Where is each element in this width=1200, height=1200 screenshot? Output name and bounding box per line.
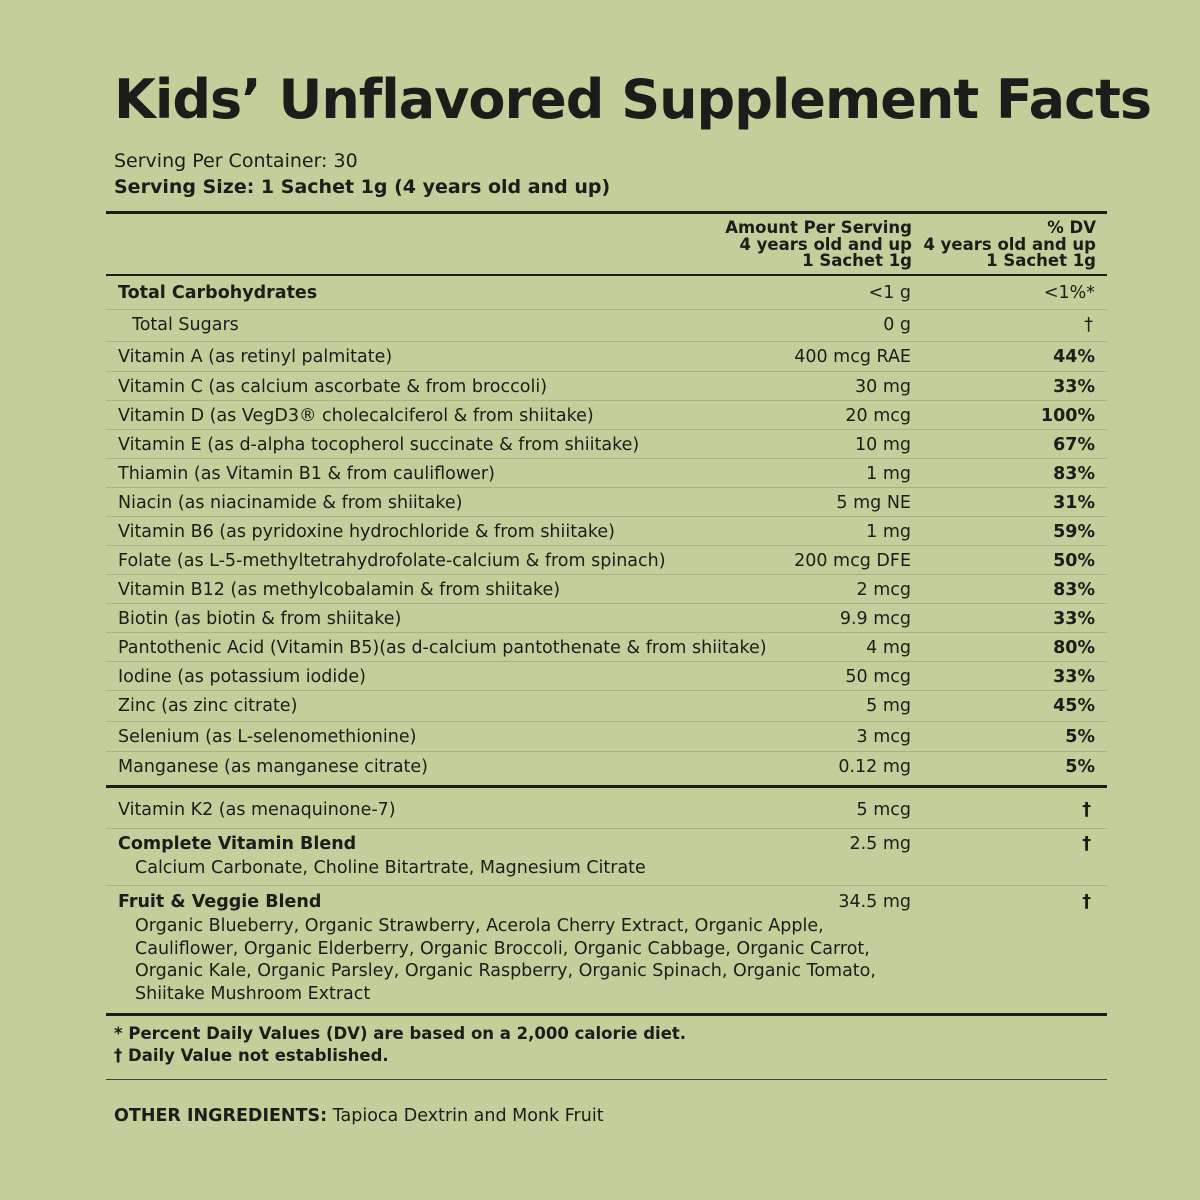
nutrient-amount: 5 mcg [856, 800, 911, 820]
nutrient-name: Total Carbohydrates [118, 283, 318, 303]
nutrient-amount: 10 mg [855, 435, 911, 455]
other-ingredients-rule [106, 1079, 1107, 1080]
row-divider [106, 661, 1107, 662]
nutrient-amount: 1 mg [866, 464, 911, 484]
nutrient-dv: 5% [1065, 727, 1095, 747]
other-ingredients-label: OTHER INGREDIENTS: [114, 1106, 328, 1126]
nutrient-name: Vitamin C (as calcium ascorbate & from broccoli) [118, 377, 548, 397]
row-divider [106, 429, 1107, 430]
nutrient-amount: 20 mcg [845, 406, 911, 426]
row-divider [106, 751, 1107, 752]
table-row [106, 489, 1107, 518]
row-divider [106, 400, 1107, 401]
blend-dv: † [1082, 834, 1091, 854]
table-row [106, 796, 1107, 825]
table-row [106, 460, 1107, 489]
nutrient-name: Vitamin K2 (as menaquinone-7) [118, 800, 396, 820]
nutrient-amount: 5 mg NE [836, 493, 911, 513]
nutrient-dv: 83% [1053, 464, 1095, 484]
table-row [106, 279, 1107, 308]
serving-per-container: Serving Per Container: 30 [114, 150, 358, 172]
nutrient-dv: 44% [1053, 347, 1095, 367]
header-rule-top [106, 211, 1107, 214]
blend-dv: † [1082, 892, 1091, 912]
amount-header-line: Amount Per Serving [725, 218, 912, 237]
table-row [106, 605, 1107, 634]
nutrient-amount: 50 mcg [845, 667, 911, 687]
nutrient-amount: 0 g [883, 315, 911, 335]
section-rule [106, 785, 1107, 788]
table-row [106, 692, 1107, 721]
table-row [106, 431, 1107, 460]
table-row [106, 402, 1107, 431]
serving-size: Serving Size: 1 Sachet 1g (4 years old and up) [114, 176, 611, 198]
blend-ingredients: Calcium Carbonate, Choline Bitartrate, Magnesium Citrate [135, 858, 646, 878]
amount-column-header [725, 220, 912, 270]
row-divider [106, 721, 1107, 722]
amount-header-line: 4 years old and up [739, 234, 912, 254]
table-row [106, 343, 1107, 372]
row-divider [106, 309, 1107, 310]
table-row [106, 311, 1107, 340]
nutrient-amount: 400 mcg RAE [794, 347, 911, 367]
page-title: Kids’ Unflavored Supplement Facts [114, 68, 1152, 131]
table-row [106, 547, 1107, 576]
nutrient-dv: 31% [1053, 493, 1095, 513]
dagger-footnote: † Daily Value not established. [114, 1046, 389, 1065]
nutrient-name: Vitamin E (as d-alpha tocopherol succinate & from shiitake) [118, 435, 640, 455]
row-divider [106, 885, 1107, 886]
row-divider [106, 632, 1107, 633]
row-divider [106, 574, 1107, 575]
nutrient-name: Vitamin D (as VegD3® cholecalciferol & from shiitake) [118, 406, 594, 426]
nutrient-dv: 50% [1053, 551, 1095, 571]
nutrient-name: Vitamin B12 (as methylcobalamin & from shiitake) [118, 580, 561, 600]
dv-footnote: * Percent Daily Values (DV) are based on a 2,000 calorie diet. [114, 1024, 687, 1043]
nutrient-name: Total Sugars [132, 315, 239, 335]
row-divider [106, 603, 1107, 604]
nutrient-amount: 1 mg [866, 522, 911, 542]
row-divider [106, 458, 1107, 459]
nutrient-name: Niacin (as niacinamide & from shiitake) [118, 493, 463, 513]
nutrient-name: Manganese (as manganese citrate) [118, 757, 429, 777]
table-row [106, 576, 1107, 605]
nutrient-amount: 3 mcg [856, 727, 911, 747]
nutrient-dv: 33% [1053, 667, 1095, 687]
nutrient-name: Pantothenic Acid (Vitamin B5)(as d-calcium pantothenate & from shiitake) [118, 638, 767, 658]
table-row [106, 663, 1107, 692]
nutrient-name: Vitamin A (as retinyl palmitate) [118, 347, 393, 367]
nutrient-amount: 2 mcg [856, 580, 911, 600]
nutrient-amount: <1 g [868, 283, 911, 303]
nutrient-name: Vitamin B6 (as pyridoxine hydrochloride & from shiitake) [118, 522, 615, 542]
row-divider [106, 690, 1107, 691]
nutrient-amount: 200 mcg DFE [794, 551, 911, 571]
row-divider [106, 516, 1107, 517]
blend-amount: 2.5 mg [849, 834, 911, 854]
dv-column-header [923, 220, 1096, 270]
footnote-rule [106, 1013, 1107, 1016]
row-divider [106, 341, 1107, 342]
header-rule-bottom [106, 274, 1107, 276]
other-ingredients-value: Tapioca Dextrin and Monk Fruit [332, 1106, 604, 1126]
nutrient-dv: † [1082, 800, 1091, 820]
row-divider [106, 545, 1107, 546]
table-row [106, 634, 1107, 663]
table-row [106, 518, 1107, 547]
row-divider [106, 828, 1107, 829]
dv-header-line: 4 years old and up [923, 234, 1096, 254]
nutrient-name: Zinc (as zinc citrate) [118, 696, 298, 716]
nutrient-dv: 5% [1065, 757, 1095, 777]
nutrient-amount: 30 mg [855, 377, 911, 397]
nutrient-dv: 80% [1053, 638, 1095, 658]
blend-name: Fruit & Veggie Blend [118, 892, 322, 912]
blend-amount: 34.5 mg [838, 892, 911, 912]
row-divider [106, 487, 1107, 488]
nutrient-dv: 33% [1053, 377, 1095, 397]
nutrient-dv: 100% [1040, 406, 1095, 426]
nutrient-dv: <1%* [1043, 283, 1095, 303]
table-row [106, 723, 1107, 752]
other-ingredients [114, 1106, 604, 1126]
dv-header-line: 1 Sachet 1g [986, 251, 1096, 270]
blend-name: Complete Vitamin Blend [118, 834, 357, 854]
nutrient-dv: 59% [1053, 522, 1095, 542]
blend-ingredients: Organic Blueberry, Organic Strawberry, Acerola Cherry Extract, Organic Apple, Cauliflower, Organic Elderberry, Organic Broccoli, Organic Cabbage, Organic Carrot, Organic Kale, Organic Parsley, Organic Raspberry, Organic Spinach, Organic Tomato, Shiitake Mushroom Extract [135, 916, 876, 1004]
nutrient-name: Folate (as L-5-methyltetrahydrofolate-calcium & from spinach) [118, 551, 666, 571]
nutrient-dv: 45% [1053, 696, 1095, 716]
nutrient-dv: 83% [1053, 580, 1095, 600]
nutrient-name: Iodine (as potassium iodide) [118, 667, 366, 687]
dv-header-line: % DV [1047, 218, 1096, 237]
nutrient-amount: 9.9 mcg [839, 609, 911, 629]
nutrient-name: Thiamin (as Vitamin B1 & from cauliflower) [118, 464, 495, 484]
nutrient-dv: 33% [1053, 609, 1095, 629]
table-row [106, 753, 1107, 782]
nutrient-name: Selenium (as L-selenomethionine) [118, 727, 417, 747]
nutrient-name: Biotin (as biotin & from shiitake) [118, 609, 402, 629]
nutrient-amount: 4 mg [866, 638, 911, 658]
table-row [106, 373, 1107, 402]
nutrient-amount: 5 mg [866, 696, 911, 716]
amount-header-line: 1 Sachet 1g [802, 251, 912, 270]
nutrient-dv: † [1084, 315, 1093, 335]
row-divider [106, 371, 1107, 372]
nutrient-dv: 67% [1053, 435, 1095, 455]
nutrient-amount: 0.12 mg [838, 757, 911, 777]
